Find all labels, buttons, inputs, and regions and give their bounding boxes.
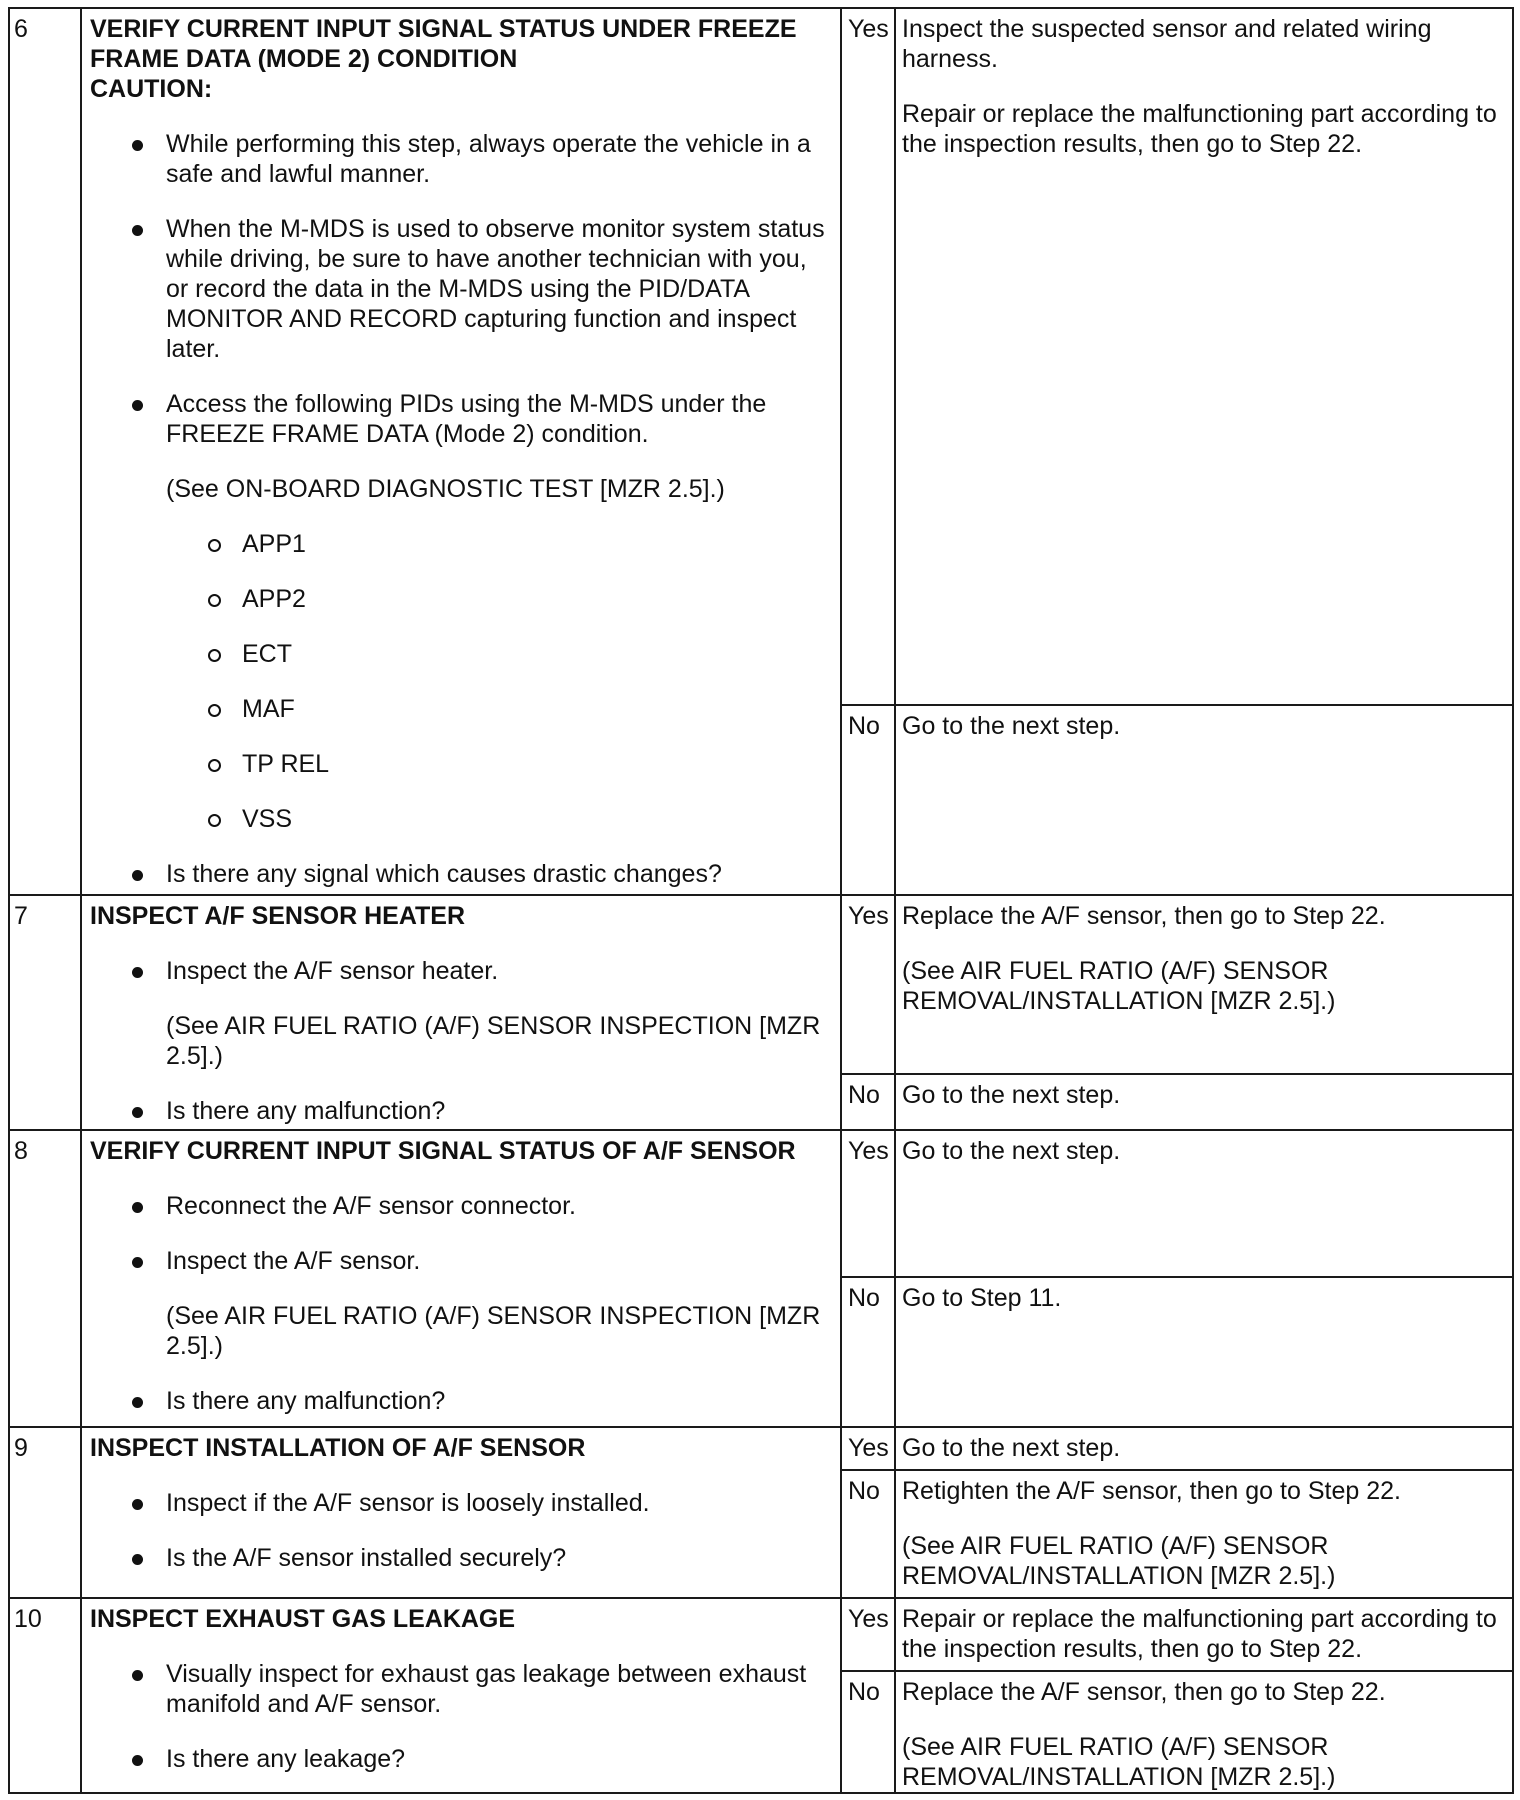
no-action: Retighten the A/F sensor, then go to Step 22. (See AIR FUEL RATIO (A/F) SENSOR REMOVAL/INSTALLATION [MZR 2.5].) xyxy=(895,1470,1513,1598)
bullet-icon xyxy=(132,1755,143,1766)
step-description xyxy=(81,1427,841,1598)
pid-item: VSS xyxy=(90,804,832,834)
question-bullet: Is the A/F sensor installed securely? xyxy=(90,1543,832,1573)
bullet-icon xyxy=(132,1107,143,1118)
yes-label: Yes xyxy=(841,1427,895,1470)
step-title: INSPECT A/F SENSOR HEATER xyxy=(90,902,466,930)
pid-item: MAF xyxy=(90,694,832,724)
instruction-bullet: Reconnect the A/F sensor connector. xyxy=(90,1191,832,1221)
bullet-icon xyxy=(132,225,143,236)
diagnostic-steps-table xyxy=(8,7,1514,1794)
no-action: Go to Step 11. xyxy=(895,1277,1513,1427)
bullet-icon xyxy=(132,1397,143,1408)
instruction-bullet: Access the following PIDs using the M-MDS under the FREEZE FRAME DATA (Mode 2) condition. xyxy=(90,389,832,449)
no-action: Go to the next step. xyxy=(895,705,1513,895)
no-label: No xyxy=(841,705,895,895)
reference-link[interactable]: (See AIR FUEL RATIO (A/F) SENSOR REMOVAL/INSTALLATION [MZR 2.5].) xyxy=(902,957,1336,1015)
no-label: No xyxy=(841,1277,895,1427)
step-title: INSPECT EXHAUST GAS LEAKAGE xyxy=(90,1605,516,1633)
no-label: No xyxy=(841,1671,895,1793)
bullet-icon xyxy=(132,1554,143,1565)
circle-bullet-icon xyxy=(208,759,221,772)
bullet-icon xyxy=(132,1257,143,1268)
circle-bullet-icon xyxy=(208,814,221,827)
no-label: No xyxy=(841,1470,895,1598)
instruction-bullet: When the M-MDS is used to observe monitor system status while driving, be sure to have another technician with you, or record the data in the M-MDS using the PID/DATA MONITOR AND RECORD capturing function and inspect later. xyxy=(90,214,832,364)
step-number: 10 xyxy=(9,1598,81,1793)
step-row-9 xyxy=(9,1427,1513,1470)
instruction-bullet: Inspect the A/F sensor. xyxy=(90,1246,832,1276)
step-title: VERIFY CURRENT INPUT SIGNAL STATUS OF A/F SENSOR xyxy=(90,1137,796,1165)
step-row-8 xyxy=(9,1130,1513,1277)
bullet-icon xyxy=(132,1499,143,1510)
step-description xyxy=(81,8,841,895)
reference-link[interactable]: (See AIR FUEL RATIO (A/F) SENSOR REMOVAL/INSTALLATION [MZR 2.5].) xyxy=(902,1733,1336,1791)
circle-bullet-icon xyxy=(208,539,221,552)
circle-bullet-icon xyxy=(208,704,221,717)
no-action: Replace the A/F sensor, then go to Step 22. (See AIR FUEL RATIO (A/F) SENSOR REMOVAL/INSTALLATION [MZR 2.5].) xyxy=(895,1671,1513,1793)
yes-action: Inspect the suspected sensor and related wiring harness. Repair or replace the malfunctioning part according to the inspection results, then go to Step 22. xyxy=(895,8,1513,705)
instruction-bullet: Inspect the A/F sensor heater. xyxy=(90,956,832,986)
instruction-bullet: While performing this step, always operate the vehicle in a safe and lawful manner. xyxy=(90,129,832,189)
bullet-icon xyxy=(132,1202,143,1213)
yes-action: Repair or replace the malfunctioning part according to the inspection results, then go to Step 22. xyxy=(895,1598,1513,1671)
step-row-7 xyxy=(9,895,1513,1074)
pid-item: APP1 xyxy=(90,529,832,559)
bullet-icon xyxy=(132,140,143,151)
step-row-10 xyxy=(9,1598,1513,1671)
yes-action: Replace the A/F sensor, then go to Step 22. (See AIR FUEL RATIO (A/F) SENSOR REMOVAL/INSTALLATION [MZR 2.5].) xyxy=(895,895,1513,1074)
diagnostic-procedure-page xyxy=(8,7,1512,1796)
pid-item: APP2 xyxy=(90,584,832,614)
bullet-icon xyxy=(132,967,143,978)
step-description xyxy=(81,1130,841,1427)
circle-bullet-icon xyxy=(208,649,221,662)
yes-action: Go to the next step. xyxy=(895,1130,1513,1277)
reference-link[interactable]: (See ON-BOARD DIAGNOSTIC TEST [MZR 2.5].) xyxy=(166,475,725,503)
no-label: No xyxy=(841,1074,895,1130)
reference-link[interactable]: (See AIR FUEL RATIO (A/F) SENSOR REMOVAL/INSTALLATION [MZR 2.5].) xyxy=(902,1532,1336,1590)
question-bullet: Is there any signal which causes drastic changes? xyxy=(90,859,832,889)
yes-action: Go to the next step. xyxy=(895,1427,1513,1470)
question-bullet: Is there any malfunction? xyxy=(90,1386,832,1416)
step-description xyxy=(81,1598,841,1793)
step-number: 6 xyxy=(9,8,81,895)
pid-item: TP REL xyxy=(90,749,832,779)
step-description xyxy=(81,895,841,1130)
step-title: VERIFY CURRENT INPUT SIGNAL STATUS UNDER FREEZE FRAME DATA (MODE 2) CONDITION CAUTION: xyxy=(90,15,797,103)
bullet-icon xyxy=(132,400,143,411)
step-number: 9 xyxy=(9,1427,81,1598)
step-row-6 xyxy=(9,8,1513,705)
yes-label: Yes xyxy=(841,1130,895,1277)
pid-item: ECT xyxy=(90,639,832,669)
step-number: 8 xyxy=(9,1130,81,1427)
instruction-bullet: Inspect if the A/F sensor is loosely installed. xyxy=(90,1488,832,1518)
bullet-icon xyxy=(132,1670,143,1681)
no-action: Go to the next step. xyxy=(895,1074,1513,1130)
yes-label: Yes xyxy=(841,895,895,1074)
bullet-icon xyxy=(132,870,143,881)
instruction-bullet: Visually inspect for exhaust gas leakage between exhaust manifold and A/F sensor. xyxy=(90,1659,832,1719)
step-title: INSPECT INSTALLATION OF A/F SENSOR xyxy=(90,1434,586,1462)
step-number: 7 xyxy=(9,895,81,1130)
question-bullet: Is there any malfunction? xyxy=(90,1096,832,1126)
reference-link[interactable]: (See AIR FUEL RATIO (A/F) SENSOR INSPECTION [MZR 2.5].) xyxy=(166,1302,821,1360)
yes-label: Yes xyxy=(841,1598,895,1671)
reference-link[interactable]: (See AIR FUEL RATIO (A/F) SENSOR INSPECTION [MZR 2.5].) xyxy=(166,1012,821,1070)
yes-label: Yes xyxy=(841,8,895,705)
question-bullet: Is there any leakage? xyxy=(90,1744,832,1774)
circle-bullet-icon xyxy=(208,594,221,607)
